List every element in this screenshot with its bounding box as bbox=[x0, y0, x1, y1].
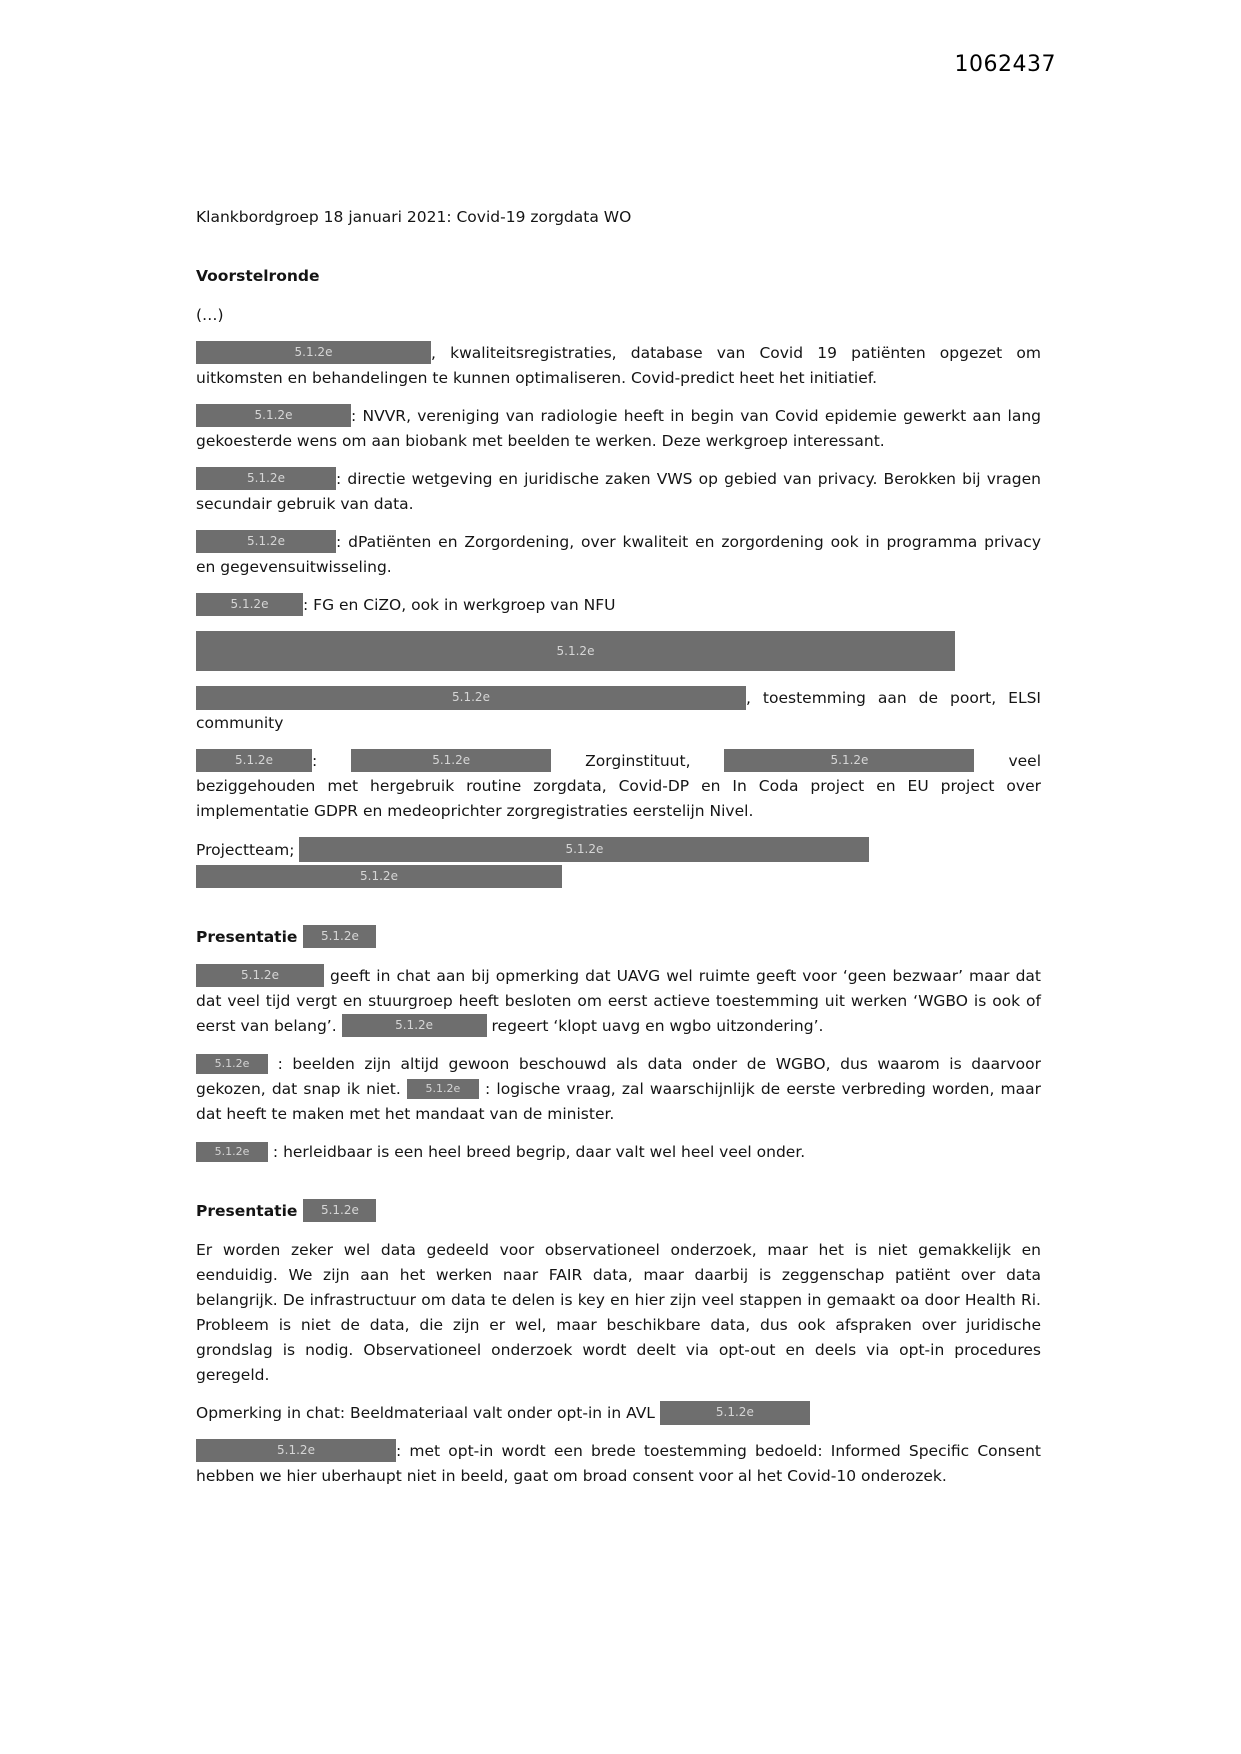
paragraph bbox=[196, 1401, 1041, 1426]
redaction-box bbox=[196, 686, 746, 710]
paragraph bbox=[196, 593, 1041, 618]
section-heading-label: Presentatie bbox=[196, 928, 298, 946]
text-run: : beelden zijn altijd gewoon beschouwd als data onder de WGBO, dus waarom is daarvoor gekozen, dat snap ik niet. bbox=[196, 1055, 1041, 1098]
text-run: Er worden zeker wel data gedeeld voor observationeel onderzoek, maar het is niet gemakkelijk en eenduidig. We zijn aan het werken naar FAIR data, maar daarbij is zeggenschap patiënt over data belangrijk. De infrastructuur om data te delen is key en hier zijn veel stappen in gemaakt oa door Health Ri. Probleem is niet de data, die zijn er wel, maar beschikbare data, dus ook afspraken over juridische grondslag is nodig. Observationeel onderzoek wordt deelt via opt-out en deels via opt-in procedures geregeld. bbox=[196, 1241, 1041, 1384]
paragraph bbox=[196, 467, 1041, 517]
text-run: regeert ‘klopt uavg en wgbo uitzondering’. bbox=[486, 1017, 824, 1035]
redaction-box bbox=[196, 1142, 268, 1162]
paragraph bbox=[196, 837, 1041, 891]
redaction-box bbox=[196, 341, 431, 364]
redaction-box bbox=[660, 1401, 810, 1425]
redaction-box bbox=[303, 925, 376, 948]
text-run: , toestemming aan de poort, ELSI community bbox=[196, 689, 1041, 732]
text-run: Opmerking in chat: Beeldmateriaal valt onder opt-in in AVL bbox=[196, 1404, 660, 1422]
paragraph bbox=[196, 964, 1041, 1039]
redaction-label: 5.1.2e bbox=[254, 408, 293, 422]
paragraph bbox=[196, 341, 1041, 391]
redaction-label: 5.1.2e bbox=[320, 1203, 359, 1217]
text-run: : FG en CiZO, ook in werkgroep van NFU bbox=[303, 596, 616, 614]
section-heading-label: Voorstelronde bbox=[196, 267, 320, 285]
redaction-box bbox=[196, 530, 336, 553]
redaction-label: 5.1.2e bbox=[247, 471, 285, 485]
redaction-box bbox=[303, 1199, 376, 1222]
redaction-box bbox=[196, 467, 336, 490]
paragraph bbox=[196, 1052, 1041, 1127]
text-run: geeft in chat aan bij opmerking dat UAVG wel ruimte geeft voor ‘geen bezwaar’ maar dat dat veel tijd vergt en stuurgroep heeft besloten om eerst actieve toestemming uit werken ‘WGBO is ook of eerst van belang’. bbox=[196, 967, 1041, 1035]
redaction-label: 5.1.2e bbox=[432, 753, 471, 767]
redaction-label: 5.1.2e bbox=[230, 597, 269, 611]
text-run: (…) bbox=[196, 306, 224, 324]
redaction-box bbox=[342, 1014, 487, 1037]
redaction-label: 5.1.2e bbox=[395, 1018, 434, 1032]
redaction-label: 5.1.2e bbox=[556, 643, 595, 658]
redaction-label: 5.1.2e bbox=[565, 842, 604, 856]
redaction-label: 5.1.2e bbox=[830, 753, 869, 767]
section-heading bbox=[196, 925, 1041, 950]
redaction-label: 5.1.2e bbox=[360, 869, 398, 883]
redaction-box bbox=[196, 749, 312, 772]
text-run: : bbox=[312, 752, 352, 770]
redaction-box bbox=[724, 749, 974, 772]
redaction-box bbox=[407, 1079, 479, 1099]
page-number: 1062437 bbox=[954, 52, 1056, 77]
redaction-label: 5.1.2e bbox=[247, 534, 285, 548]
redaction-label: 5.1.2e bbox=[294, 345, 333, 359]
redaction-label: 5.1.2e bbox=[214, 1144, 250, 1158]
text-run: : met opt-in wordt een brede toestemming bedoeld: Informed Specific Consent hebben we hier uberhaupt niet in beeld, gaat om broad consent voor al het Covid-10 onderozek. bbox=[196, 1442, 1041, 1485]
text-run: : logische vraag, zal waarschijnlijk de eerste verbreding worden, maar dat heeft te maken met het mandaat van de minister. bbox=[196, 1080, 1041, 1123]
redaction-box bbox=[196, 631, 955, 671]
text-run: Projectteam; bbox=[196, 841, 300, 859]
paragraph bbox=[196, 1439, 1041, 1489]
redaction-box bbox=[196, 593, 303, 616]
redaction-label: 5.1.2e bbox=[277, 1443, 315, 1457]
redaction-label: 5.1.2e bbox=[214, 1056, 250, 1070]
paragraph bbox=[196, 1238, 1041, 1388]
redaction-label: 5.1.2e bbox=[235, 753, 273, 767]
document-title: Klankbordgroep 18 januari 2021: Covid-19 zorgdata WO bbox=[196, 208, 632, 226]
paragraph bbox=[196, 749, 1041, 824]
section-heading bbox=[196, 264, 1041, 289]
text-run: Zorginstituut, bbox=[551, 752, 725, 770]
text-run: : NVVR, vereniging van radiologie heeft in begin van Covid epidemie gewerkt aan lang gekoesterde wens om aan biobank met beelden te werken. Deze werkgroep interessant. bbox=[196, 407, 1041, 450]
paragraph bbox=[196, 1140, 1041, 1165]
redaction-box bbox=[196, 964, 324, 987]
text-run: : herleidbaar is een heel breed begrip, daar valt wel heel veel onder. bbox=[268, 1143, 806, 1161]
redaction-label: 5.1.2e bbox=[715, 1404, 754, 1419]
paragraph bbox=[196, 686, 1041, 736]
document-body bbox=[196, 205, 1041, 1502]
redaction-label: 5.1.2e bbox=[425, 1081, 461, 1095]
paragraph bbox=[196, 303, 1041, 328]
redaction-box bbox=[196, 865, 562, 888]
redaction-label: 5.1.2e bbox=[320, 929, 359, 943]
paragraph bbox=[196, 404, 1041, 454]
text-run: veel beziggehouden met hergebruik routine zorgdata, Covid-DP en In Coda project en EU project over implementatie GDPR en medeoprichter zorgregistraties eerstelijn Nivel. bbox=[196, 752, 1041, 820]
text-run: : directie wetgeving en juridische zaken VWS op gebied van privacy. Berokken bij vragen secundair gebruik van data. bbox=[196, 470, 1041, 513]
redaction-box bbox=[196, 1439, 396, 1462]
text-run: : dPatiënten en Zorgordening, over kwaliteit en zorgordening ook in programma privacy en gegevensuitwisseling. bbox=[196, 533, 1041, 576]
redaction-box bbox=[299, 837, 869, 862]
redaction-label: 5.1.2e bbox=[452, 689, 490, 704]
redaction-label: 5.1.2e bbox=[241, 968, 279, 982]
redaction-box bbox=[351, 749, 551, 772]
redaction-box bbox=[196, 404, 351, 427]
section-heading-label: Presentatie bbox=[196, 1202, 298, 1220]
section-heading bbox=[196, 1199, 1041, 1224]
paragraph bbox=[196, 530, 1041, 580]
text-run: , kwaliteitsregistraties, database van Covid 19 patiënten opgezet om uitkomsten en behandelingen te kunnen optimaliseren. Covid-predict heet het initiatief. bbox=[196, 344, 1041, 387]
redaction-box bbox=[196, 1054, 268, 1074]
